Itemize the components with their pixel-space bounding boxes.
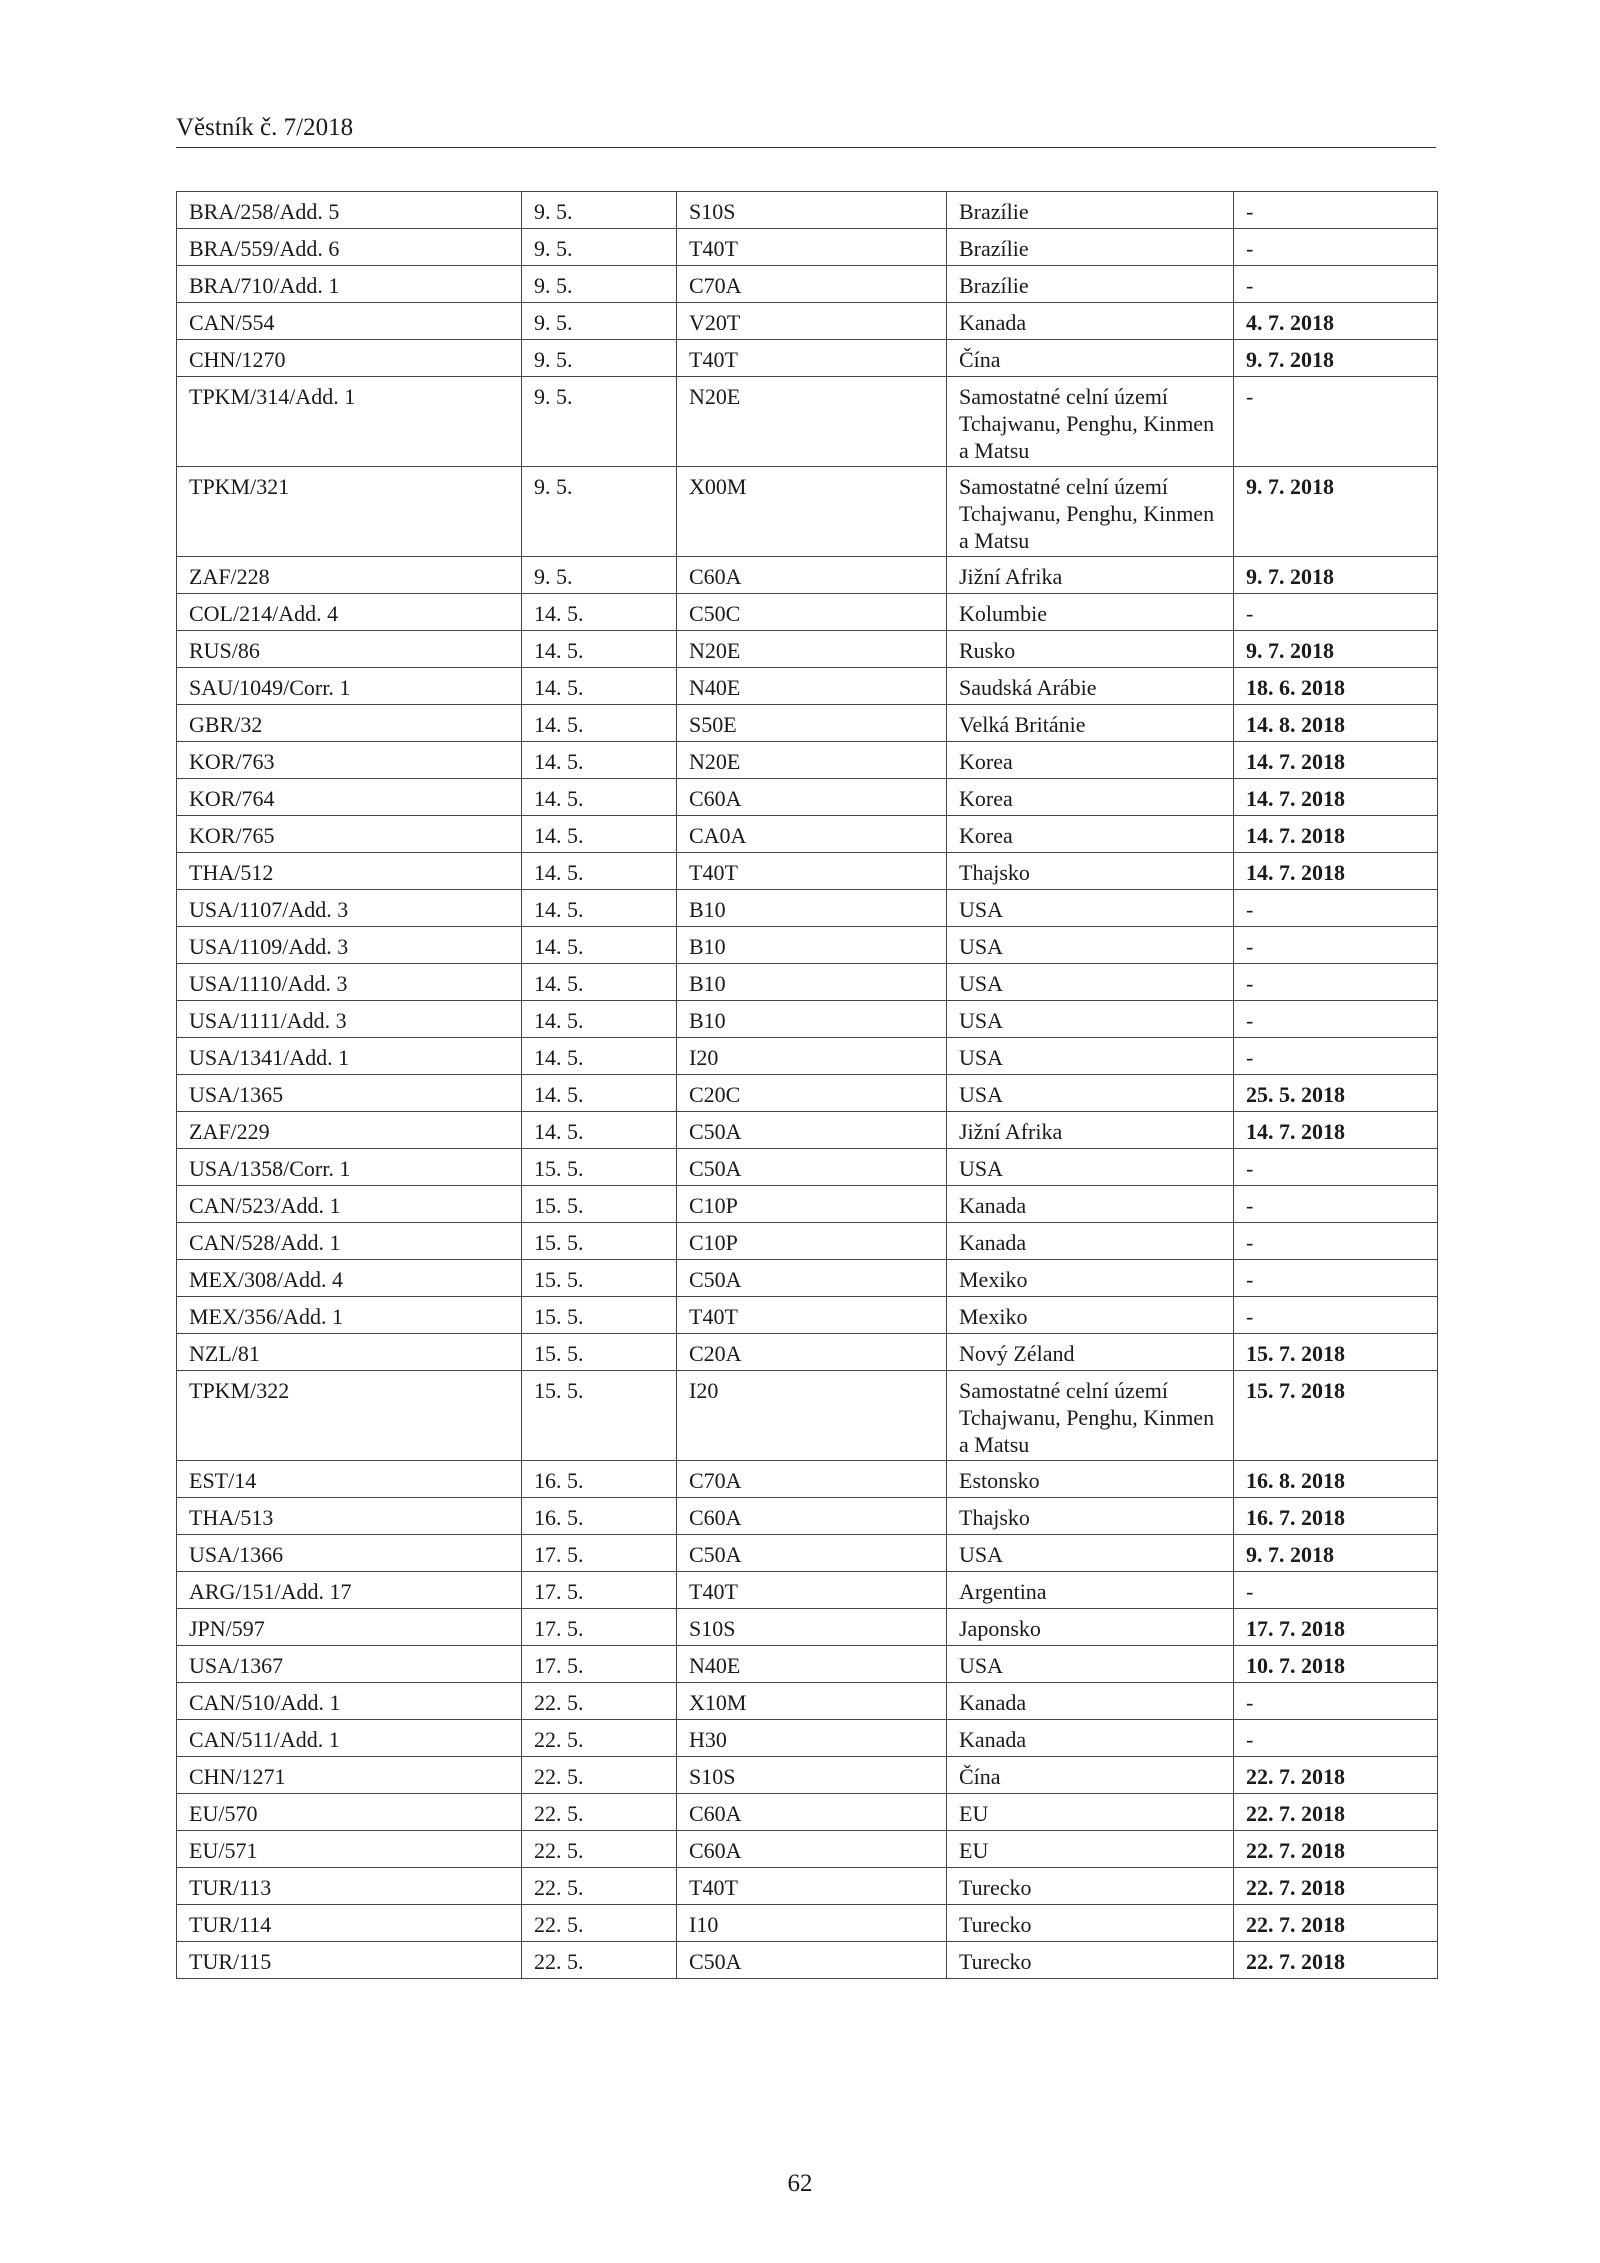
cell-deadline: 9. 7. 2018 [1234, 631, 1438, 668]
cell-symbol: CAN/511/Add. 1 [177, 1720, 522, 1757]
cell-symbol: CHN/1270 [177, 340, 522, 377]
cell-date: 16. 5. [522, 1461, 677, 1498]
cell-code: N20E [677, 377, 947, 467]
cell-symbol: USA/1366 [177, 1535, 522, 1572]
cell-date: 16. 5. [522, 1498, 677, 1535]
cell-deadline: - [1234, 1720, 1438, 1757]
table-row [177, 742, 1438, 779]
cell-date: 14. 5. [522, 816, 677, 853]
cell-country: Samostatné celní území Tchajwanu, Penghu, Kinmen a Matsu [947, 377, 1234, 467]
cell-deadline: - [1234, 1223, 1438, 1260]
cell-deadline: - [1234, 1001, 1438, 1038]
cell-deadline: - [1234, 927, 1438, 964]
cell-country: Čína [947, 340, 1234, 377]
cell-symbol: EST/14 [177, 1461, 522, 1498]
cell-deadline: 16. 7. 2018 [1234, 1498, 1438, 1535]
cell-symbol: MEX/356/Add. 1 [177, 1297, 522, 1334]
cell-country: USA [947, 1535, 1234, 1572]
cell-code: N20E [677, 631, 947, 668]
cell-country: EU [947, 1794, 1234, 1831]
cell-deadline: 22. 7. 2018 [1234, 1942, 1438, 1979]
cell-country: Kanada [947, 303, 1234, 340]
cell-symbol: EU/570 [177, 1794, 522, 1831]
cell-country: Brazílie [947, 192, 1234, 229]
cell-symbol: USA/1341/Add. 1 [177, 1038, 522, 1075]
cell-country: Turecko [947, 1905, 1234, 1942]
cell-symbol: USA/1109/Add. 3 [177, 927, 522, 964]
cell-code: B10 [677, 890, 947, 927]
cell-country: Jižní Afrika [947, 557, 1234, 594]
cell-date: 9. 5. [522, 229, 677, 266]
table-row [177, 1186, 1438, 1223]
cell-code: I10 [677, 1905, 947, 1942]
cell-code: C10P [677, 1223, 947, 1260]
cell-country: Čína [947, 1757, 1234, 1794]
cell-country: Kolumbie [947, 594, 1234, 631]
cell-date: 22. 5. [522, 1720, 677, 1757]
cell-country: Mexiko [947, 1297, 1234, 1334]
table-row [177, 1334, 1438, 1371]
cell-deadline: 9. 7. 2018 [1234, 340, 1438, 377]
cell-symbol: RUS/86 [177, 631, 522, 668]
cell-date: 22. 5. [522, 1831, 677, 1868]
cell-deadline: 9. 7. 2018 [1234, 467, 1438, 557]
cell-deadline: 22. 7. 2018 [1234, 1905, 1438, 1942]
cell-country: Jižní Afrika [947, 1112, 1234, 1149]
cell-symbol: NZL/81 [177, 1334, 522, 1371]
cell-deadline: - [1234, 192, 1438, 229]
cell-code: C60A [677, 1794, 947, 1831]
cell-date: 14. 5. [522, 742, 677, 779]
cell-date: 15. 5. [522, 1371, 677, 1461]
cell-country: Estonsko [947, 1461, 1234, 1498]
cell-date: 15. 5. [522, 1149, 677, 1186]
cell-code: S10S [677, 192, 947, 229]
cell-symbol: TUR/113 [177, 1868, 522, 1905]
table-row [177, 853, 1438, 890]
cell-code: T40T [677, 1297, 947, 1334]
cell-country: Korea [947, 779, 1234, 816]
cell-symbol: TPKM/322 [177, 1371, 522, 1461]
cell-deadline: - [1234, 1149, 1438, 1186]
cell-date: 14. 5. [522, 890, 677, 927]
cell-date: 14. 5. [522, 927, 677, 964]
cell-code: T40T [677, 1868, 947, 1905]
cell-date: 14. 5. [522, 1001, 677, 1038]
cell-deadline: 14. 7. 2018 [1234, 742, 1438, 779]
cell-date: 14. 5. [522, 705, 677, 742]
cell-date: 9. 5. [522, 192, 677, 229]
table-row [177, 377, 1438, 467]
cell-deadline: - [1234, 1186, 1438, 1223]
cell-date: 14. 5. [522, 964, 677, 1001]
cell-code: X10M [677, 1683, 947, 1720]
table-row [177, 668, 1438, 705]
cell-deadline: 14. 7. 2018 [1234, 779, 1438, 816]
cell-country: USA [947, 927, 1234, 964]
table-row [177, 1683, 1438, 1720]
cell-country: Kanada [947, 1720, 1234, 1757]
cell-code: CA0A [677, 816, 947, 853]
cell-symbol: KOR/763 [177, 742, 522, 779]
table-row [177, 192, 1438, 229]
cell-country: Brazílie [947, 266, 1234, 303]
cell-code: C70A [677, 266, 947, 303]
cell-code: C70A [677, 1461, 947, 1498]
cell-deadline: 9. 7. 2018 [1234, 557, 1438, 594]
cell-code: N40E [677, 668, 947, 705]
cell-symbol: ZAF/229 [177, 1112, 522, 1149]
cell-date: 15. 5. [522, 1223, 677, 1260]
cell-code: T40T [677, 853, 947, 890]
cell-symbol: MEX/308/Add. 4 [177, 1260, 522, 1297]
cell-code: B10 [677, 1001, 947, 1038]
cell-deadline: 9. 7. 2018 [1234, 1535, 1438, 1572]
cell-symbol: JPN/597 [177, 1609, 522, 1646]
cell-country: Kanada [947, 1186, 1234, 1223]
cell-code: S10S [677, 1609, 947, 1646]
table-row [177, 594, 1438, 631]
cell-symbol: EU/571 [177, 1831, 522, 1868]
page-number: 62 [787, 2170, 813, 2197]
cell-date: 14. 5. [522, 1038, 677, 1075]
cell-code: C50A [677, 1942, 947, 1979]
cell-date: 14. 5. [522, 1112, 677, 1149]
cell-symbol: CHN/1271 [177, 1757, 522, 1794]
cell-deadline: - [1234, 890, 1438, 927]
cell-code: C50A [677, 1149, 947, 1186]
cell-symbol: TUR/115 [177, 1942, 522, 1979]
table-row [177, 1757, 1438, 1794]
table-row [177, 1371, 1438, 1461]
cell-deadline: 22. 7. 2018 [1234, 1831, 1438, 1868]
cell-symbol: USA/1367 [177, 1646, 522, 1683]
cell-country: Turecko [947, 1942, 1234, 1979]
cell-date: 14. 5. [522, 668, 677, 705]
table-row [177, 340, 1438, 377]
cell-symbol: USA/1111/Add. 3 [177, 1001, 522, 1038]
cell-symbol: BRA/258/Add. 5 [177, 192, 522, 229]
cell-symbol: USA/1358/Corr. 1 [177, 1149, 522, 1186]
cell-code: C20A [677, 1334, 947, 1371]
cell-date: 9. 5. [522, 467, 677, 557]
cell-symbol: TPKM/314/Add. 1 [177, 377, 522, 467]
cell-date: 15. 5. [522, 1297, 677, 1334]
cell-code: C60A [677, 557, 947, 594]
cell-code: C20C [677, 1075, 947, 1112]
page-header [176, 113, 1436, 148]
cell-country: Korea [947, 816, 1234, 853]
table-row [177, 1297, 1438, 1334]
cell-date: 22. 5. [522, 1942, 677, 1979]
table-row [177, 1038, 1438, 1075]
cell-symbol: CAN/510/Add. 1 [177, 1683, 522, 1720]
cell-date: 9. 5. [522, 303, 677, 340]
cell-date: 14. 5. [522, 1075, 677, 1112]
cell-symbol: COL/214/Add. 4 [177, 594, 522, 631]
cell-deadline: 22. 7. 2018 [1234, 1868, 1438, 1905]
table-row [177, 1609, 1438, 1646]
cell-country: Thajsko [947, 853, 1234, 890]
cell-date: 17. 5. [522, 1646, 677, 1683]
cell-country: Korea [947, 742, 1234, 779]
cell-deadline: 15. 7. 2018 [1234, 1371, 1438, 1461]
cell-symbol: SAU/1049/Corr. 1 [177, 668, 522, 705]
cell-code: C10P [677, 1186, 947, 1223]
cell-code: C60A [677, 779, 947, 816]
cell-symbol: BRA/559/Add. 6 [177, 229, 522, 266]
table-row [177, 266, 1438, 303]
table-row [177, 1535, 1438, 1572]
cell-country: USA [947, 964, 1234, 1001]
table-row [177, 631, 1438, 668]
cell-deadline: - [1234, 266, 1438, 303]
cell-date: 22. 5. [522, 1868, 677, 1905]
cell-code: B10 [677, 964, 947, 1001]
cell-code: T40T [677, 340, 947, 377]
table-row [177, 1794, 1438, 1831]
cell-date: 9. 5. [522, 340, 677, 377]
cell-deadline: 16. 8. 2018 [1234, 1461, 1438, 1498]
cell-country: EU [947, 1831, 1234, 1868]
cell-date: 22. 5. [522, 1905, 677, 1942]
cell-deadline: 17. 7. 2018 [1234, 1609, 1438, 1646]
cell-symbol: BRA/710/Add. 1 [177, 266, 522, 303]
table-row [177, 1646, 1438, 1683]
cell-deadline: 22. 7. 2018 [1234, 1757, 1438, 1794]
cell-date: 14. 5. [522, 594, 677, 631]
cell-date: 17. 5. [522, 1609, 677, 1646]
cell-deadline: - [1234, 1297, 1438, 1334]
cell-country: Samostatné celní území Tchajwanu, Penghu, Kinmen a Matsu [947, 467, 1234, 557]
cell-deadline: 14. 7. 2018 [1234, 1112, 1438, 1149]
table-row [177, 890, 1438, 927]
cell-code: N20E [677, 742, 947, 779]
table-row [177, 1461, 1438, 1498]
cell-symbol: KOR/764 [177, 779, 522, 816]
cell-code: C50A [677, 1535, 947, 1572]
cell-deadline: 4. 7. 2018 [1234, 303, 1438, 340]
cell-date: 22. 5. [522, 1683, 677, 1720]
cell-code: C60A [677, 1498, 947, 1535]
table-row [177, 303, 1438, 340]
cell-country: Nový Zéland [947, 1334, 1234, 1371]
cell-symbol: KOR/765 [177, 816, 522, 853]
table-body [177, 192, 1438, 1979]
cell-symbol: CAN/554 [177, 303, 522, 340]
table-row [177, 1498, 1438, 1535]
cell-country: Samostatné celní území Tchajwanu, Penghu, Kinmen a Matsu [947, 1371, 1234, 1461]
table-row [177, 705, 1438, 742]
cell-deadline: 14. 7. 2018 [1234, 853, 1438, 890]
cell-date: 22. 5. [522, 1757, 677, 1794]
cell-code: X00M [677, 467, 947, 557]
table-row [177, 1260, 1438, 1297]
cell-country: Argentina [947, 1572, 1234, 1609]
cell-country: Brazílie [947, 229, 1234, 266]
cell-code: V20T [677, 303, 947, 340]
table-row [177, 816, 1438, 853]
cell-code: N40E [677, 1646, 947, 1683]
cell-code: S10S [677, 1757, 947, 1794]
cell-date: 17. 5. [522, 1535, 677, 1572]
cell-code: C60A [677, 1831, 947, 1868]
cell-deadline: 15. 7. 2018 [1234, 1334, 1438, 1371]
cell-country: Velká Británie [947, 705, 1234, 742]
cell-country: USA [947, 1038, 1234, 1075]
cell-date: 15. 5. [522, 1260, 677, 1297]
cell-country: Thajsko [947, 1498, 1234, 1535]
table-row [177, 779, 1438, 816]
table-row [177, 1720, 1438, 1757]
cell-country: Kanada [947, 1683, 1234, 1720]
cell-code: I20 [677, 1371, 947, 1461]
cell-symbol: THA/513 [177, 1498, 522, 1535]
cell-deadline: 22. 7. 2018 [1234, 1794, 1438, 1831]
cell-country: USA [947, 1075, 1234, 1112]
cell-country: Kanada [947, 1223, 1234, 1260]
cell-code: T40T [677, 1572, 947, 1609]
cell-deadline: - [1234, 1260, 1438, 1297]
cell-date: 15. 5. [522, 1186, 677, 1223]
cell-country: Saudská Arábie [947, 668, 1234, 705]
table-row [177, 1149, 1438, 1186]
cell-deadline: 10. 7. 2018 [1234, 1646, 1438, 1683]
table-row [177, 964, 1438, 1001]
cell-deadline: 14. 8. 2018 [1234, 705, 1438, 742]
table-row [177, 1572, 1438, 1609]
cell-date: 17. 5. [522, 1572, 677, 1609]
cell-date: 9. 5. [522, 266, 677, 303]
cell-code: I20 [677, 1038, 947, 1075]
cell-date: 14. 5. [522, 853, 677, 890]
table-row [177, 1942, 1438, 1979]
cell-code: C50A [677, 1260, 947, 1297]
cell-date: 14. 5. [522, 631, 677, 668]
cell-deadline: - [1234, 1683, 1438, 1720]
cell-code: C50A [677, 1112, 947, 1149]
cell-deadline: 25. 5. 2018 [1234, 1075, 1438, 1112]
cell-symbol: TPKM/321 [177, 467, 522, 557]
cell-symbol: CAN/523/Add. 1 [177, 1186, 522, 1223]
cell-date: 9. 5. [522, 377, 677, 467]
table-row [177, 927, 1438, 964]
cell-code: B10 [677, 927, 947, 964]
cell-country: USA [947, 890, 1234, 927]
cell-country: Mexiko [947, 1260, 1234, 1297]
table-row [177, 1112, 1438, 1149]
table-row [177, 1001, 1438, 1038]
cell-date: 9. 5. [522, 557, 677, 594]
cell-deadline: - [1234, 1572, 1438, 1609]
cell-deadline: 14. 7. 2018 [1234, 816, 1438, 853]
table-row [177, 467, 1438, 557]
cell-country: Japonsko [947, 1609, 1234, 1646]
cell-deadline: - [1234, 594, 1438, 631]
cell-date: 15. 5. [522, 1334, 677, 1371]
cell-deadline: - [1234, 964, 1438, 1001]
cell-symbol: TUR/114 [177, 1905, 522, 1942]
cell-country: USA [947, 1149, 1234, 1186]
table-row [177, 1868, 1438, 1905]
cell-symbol: USA/1110/Add. 3 [177, 964, 522, 1001]
cell-code: C50C [677, 594, 947, 631]
table-row [177, 229, 1438, 266]
cell-country: USA [947, 1646, 1234, 1683]
cell-date: 14. 5. [522, 779, 677, 816]
cell-code: H30 [677, 1720, 947, 1757]
table-row [177, 557, 1438, 594]
cell-deadline: - [1234, 229, 1438, 266]
cell-symbol: USA/1107/Add. 3 [177, 890, 522, 927]
table-row [177, 1075, 1438, 1112]
cell-symbol: THA/512 [177, 853, 522, 890]
cell-symbol: USA/1365 [177, 1075, 522, 1112]
cell-deadline: 18. 6. 2018 [1234, 668, 1438, 705]
cell-country: Turecko [947, 1868, 1234, 1905]
cell-country: USA [947, 1001, 1234, 1038]
cell-symbol: ZAF/228 [177, 557, 522, 594]
cell-country: Rusko [947, 631, 1234, 668]
table-row [177, 1223, 1438, 1260]
notifications-table [176, 191, 1438, 1979]
cell-date: 22. 5. [522, 1794, 677, 1831]
table-row [177, 1831, 1438, 1868]
cell-symbol: CAN/528/Add. 1 [177, 1223, 522, 1260]
publication-title: Věstník č. 7/2018 [176, 114, 354, 141]
cell-symbol: ARG/151/Add. 17 [177, 1572, 522, 1609]
cell-deadline: - [1234, 377, 1438, 467]
cell-code: S50E [677, 705, 947, 742]
cell-deadline: - [1234, 1038, 1438, 1075]
cell-code: T40T [677, 229, 947, 266]
cell-symbol: GBR/32 [177, 705, 522, 742]
table-row [177, 1905, 1438, 1942]
